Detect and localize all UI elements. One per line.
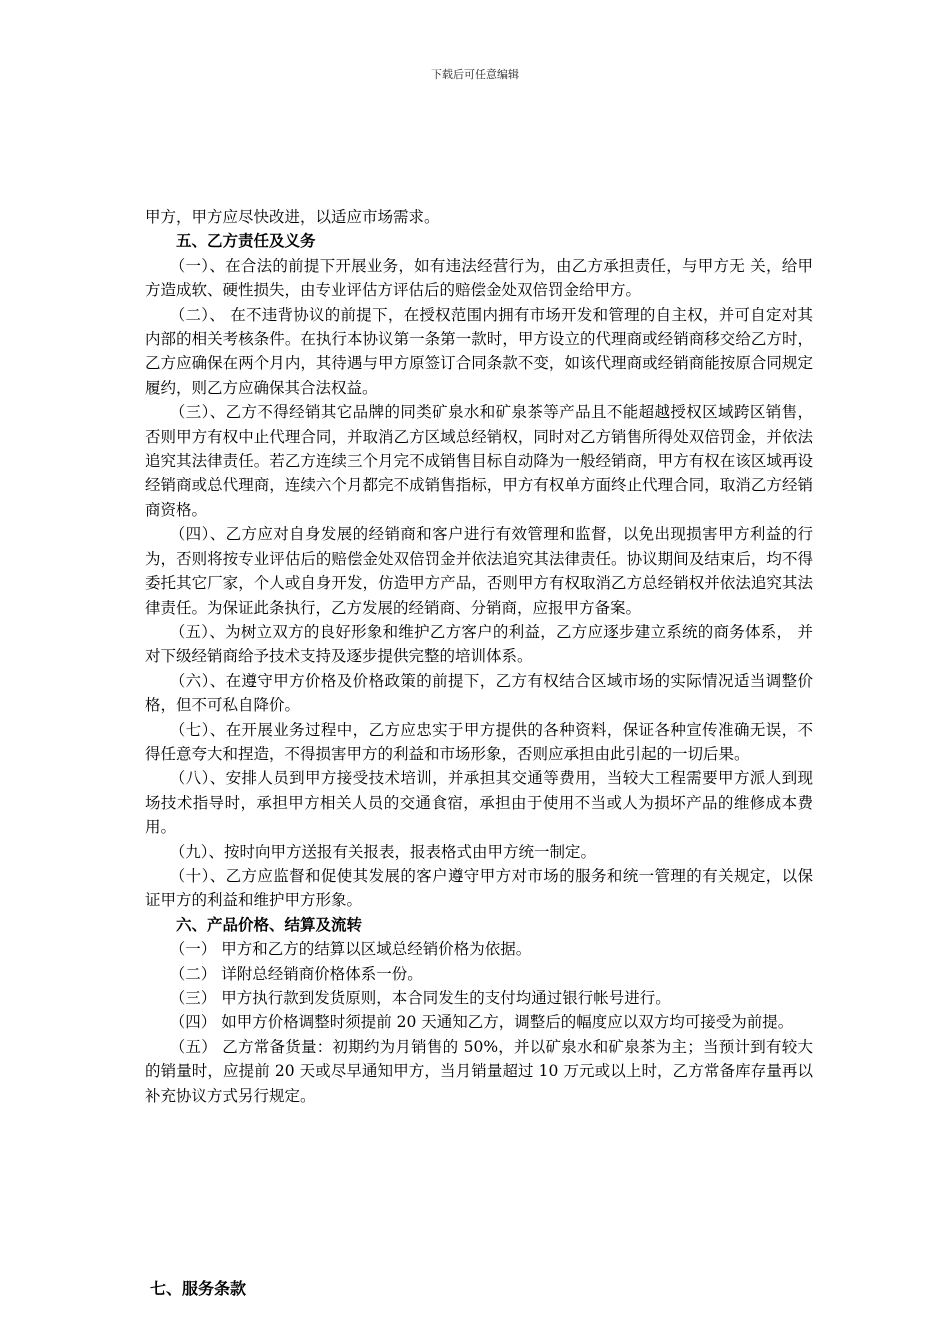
paragraph: （三） 甲方执行款到发货原则，本合同发生的支付均通过银行帐号进行。 [169,989,671,1007]
paragraph: （五） 乙方常备货量：初期约为月销售的 50%，并以矿泉水和矿泉茶为主；当预计到有较大的销量时，应提前 20 天或尽早通知甲方，当月销量超过 10 万元或以上时，乙方常备库存量再以补充协议方式另行规定。 [145,1037,813,1105]
paragraph: 甲方，甲方应尽快改进，以适应市场需求。 [145,208,440,226]
paragraph: （四） 如甲方价格调整时须提前 20 天通知乙方，调整后的幅度应以双方均可接受为前提。 [169,1013,794,1032]
page-header-note: 下载后可任意编辑 [431,68,519,81]
paragraph: （八）、安排人员到甲方接受技术培训，并承担其交通等费用，当较大工程需要甲方派人到现场技术指导时，承担甲方相关人员的交通食宿，承担由于使用不当或人为损坏产品的维修成本费用。 [145,769,813,837]
paragraph: （二）、 在不违背协议的前提下，在授权范围内拥有市场开发和管理的自主权，并可自定对其内部的相关考核条件。在执行本协议第一条第一款时，甲方设立的代理商或经销商移交给乙方时，乙方应确保在两个月内，其待遇与甲方原签订合同条款不变，如该代理商或经销商能按原合同规定履约，则乙方应确保其合法权益。 [145,305,813,397]
paragraph: （十）、乙方应监督和促使其发展的客户遵守甲方对市场的服务和统一管理的有关规定，以保证甲方的利益和维护甲方形象。 [145,866,813,910]
paragraph: （一）、在合法的前提下开展业务，如有违法经营行为，由乙方承担责任，与甲方无 关，给甲方造成软、硬性损失，由专业评估方评估后的赔偿金处双倍罚金给甲方。 [145,256,813,300]
paragraph: （二） 详附总经销商价格体系一份。 [169,964,423,983]
paragraph: （三）、乙方不得经销其它品牌的同类矿泉水和矿泉茶等产品且不能超越授权区域跨区销售，否则甲方有权中止代理合同，并取消乙方区域总经销权，同时对乙方销售所得处双倍罚金，并依法追究其法律责任。若乙方连续三个月完不成销售目标自动降为一般经销商，甲方有权在该区域再设经销商或总代理商，连续六个月都完不成销售指标，甲方有权单方面终止代理合同，取消乙方经销商资格。 [145,403,813,519]
document-body [145,205,813,1108]
paragraph: （一） 甲方和乙方的结算以区域总经销价格为依据。 [169,940,532,959]
section-heading: 六、产品价格、结算及流转 [176,914,363,934]
paragraph: （四）、乙方应对自身发展的经销商和客户进行有效管理和监督，以免出现损害甲方利益的行为，否则将按专业评估后的赔偿金处双倍罚金并依法追究其法律责任。协议期间及结束后，均不得委托其它厂家，个人或自身开发，仿造甲方产品，否则甲方有权取消乙方总经销权并依法追究其法律责任。为保证此条执行，乙方发展的经销商、分销商，应报甲方备案。 [145,525,813,617]
section-heading-services: 七、服务条款 [150,1279,247,1298]
paragraph: （九）、按时向甲方送报有关报表，报表格式由甲方统一制定。 [169,842,597,861]
paragraph: （五）、为树立双方的良好形象和维护乙方客户的利益，乙方应逐步建立系统的商务体系， 并对下级经销商给予技术支持及逐步提供完整的培训体系。 [145,622,813,666]
section-heading: 五、乙方责任及义务 [176,231,316,251]
paragraph: （六）、在遵守甲方价格及价格政策的前提下，乙方有权结合区域市场的实际情况适当调整价格，但不可私自降价。 [145,671,813,715]
paragraph: （七）、在开展业务过程中，乙方应忠实于甲方提供的各种资料，保证各种宣传准确无误，不得任意夸大和捏造，不得损害甲方的利益和市场形象，否则应承担由此引起的一切后果。 [145,720,813,763]
